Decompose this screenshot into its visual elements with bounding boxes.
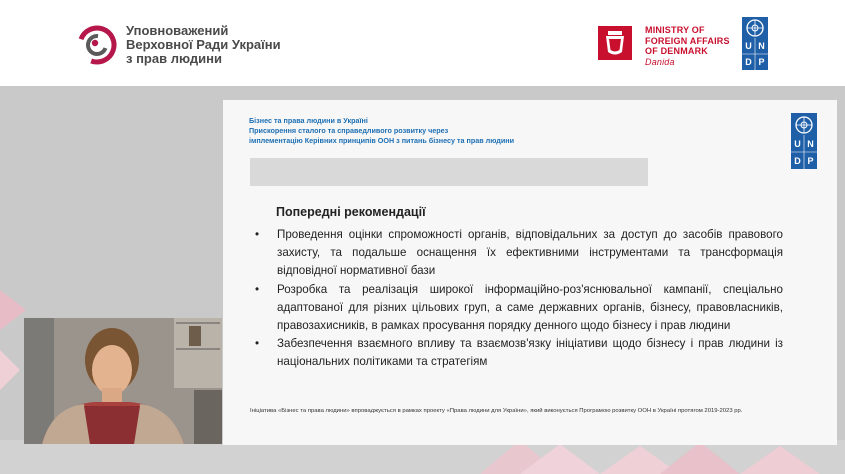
undp-letter: N [807, 139, 814, 149]
undp-letter: D [745, 57, 752, 67]
speaker-webcam [24, 318, 222, 444]
undp-letter: P [807, 156, 814, 166]
undp-logo-icon [742, 17, 768, 70]
bullet-icon: • [255, 337, 260, 351]
ombudsman-line: з прав людини [126, 51, 222, 66]
undp-letter: N [758, 41, 765, 51]
bullet-icon: • [255, 282, 260, 296]
placeholder-bar [250, 158, 648, 186]
denmark-line: OF DENMARK [645, 46, 708, 56]
denmark-line: FOREIGN AFFAIRS [645, 35, 730, 46]
denmark-line: MINISTRY OF [645, 25, 705, 35]
undp-slide-logo-icon [791, 113, 817, 169]
slide-header [249, 116, 769, 146]
undp-letter: P [758, 57, 765, 67]
slide-header-line: Прискорення сталого та справедливого розвитку через [249, 126, 449, 135]
recommendations-list [255, 226, 783, 372]
undp-letter: D [794, 156, 801, 166]
ombudsman-title [126, 24, 281, 66]
speaker-video-image [24, 318, 222, 444]
bottom-decoration [0, 440, 845, 474]
undp-letter: U [794, 139, 801, 149]
list-item [255, 281, 783, 336]
top-header [0, 0, 845, 86]
danida-label: Danida [645, 56, 675, 67]
ombudsman-line: Верховної Ради України [126, 37, 281, 52]
left-decoration [0, 290, 26, 450]
slide-header-line: Бізнес та права людини в Україні [249, 116, 368, 125]
ombudsman-logo-icon [76, 24, 118, 66]
ombudsman-line: Уповноважений [126, 23, 229, 38]
presentation-slide [223, 100, 837, 445]
bullet-icon: • [255, 228, 260, 241]
slide-footnote: Ініціатива «Бізнес та права людини» впроваджується в рамках проекту «Права людини для України», який виконується Програмою розвитку ООН в Україні протягом 2019-2023 рр. [250, 408, 743, 414]
recommendation-text: Розробка та реалізація широкої інформаційно-роз'яснювальної кампанії, спеціально адаптованої для різних цільових груп, а саме державних органів, бізнесу, правовласників, правозахисників, в рамках просування порядку денного щодо бізнесу і прав людини [277, 282, 783, 333]
recommendation-text: Забезпечення взаємного впливу та взаємозв'язку ініціативи щодо бізнесу і прав людини із національних політиками та стратегіям [277, 337, 783, 369]
list-item [255, 226, 783, 281]
slide-header-line: імплементацію Керівних принципів ООН з питань бізнесу та прав людини [249, 136, 515, 145]
denmark-ministry-label [645, 25, 730, 67]
list-item [255, 335, 783, 371]
recommendation-text: Проведення оцінки спроможності органів, відповідальних за доступ до засобів правового захисту, та подальше оснащення їх ефективними інструментами та трансформація відповідної нормативної бази [277, 228, 783, 278]
undp-letter: U [745, 41, 752, 51]
slide-title: Попередні рекомендації [276, 205, 426, 219]
denmark-emblem-icon [598, 26, 632, 60]
